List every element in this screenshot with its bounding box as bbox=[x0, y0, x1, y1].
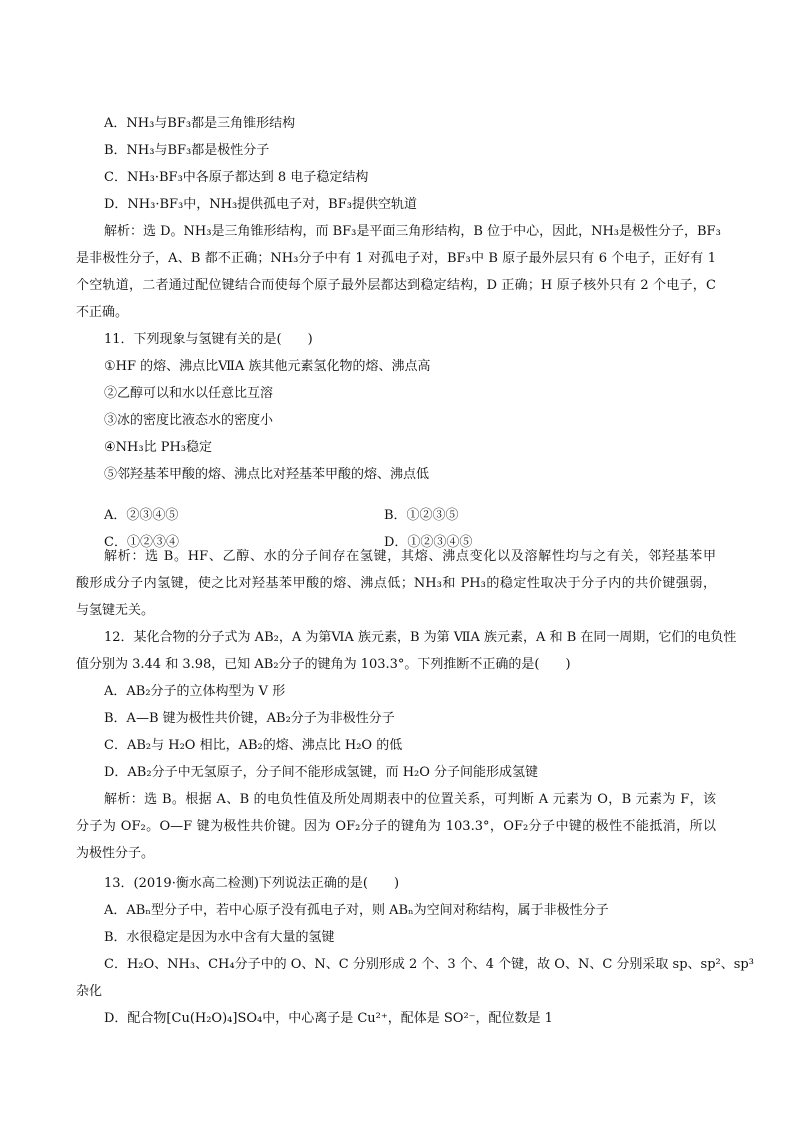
q13-stem: 13．(2019·衡水高二检测)下列说法正确的是( ) bbox=[104, 876, 400, 891]
q12-analysis-line: 解析：选 B。根据 A、B 的电负性值及所处周期表中的位置关系，可判断 A 元素为 O，B 元素为 F，该 bbox=[104, 792, 716, 807]
q13-option-c[interactable]: C．H₂O、NH₃、CH₄分子中的 O、N、C 分别形成 2 个、3 个、4 个键，故 O、N、C 分别采取 sp、sp²、sp³ bbox=[104, 957, 754, 972]
q10-analysis-line: 解析：选 D。NH₃是三角锥形结构，而 BF₃是平面三角形结构，B 位于中心，因此，NH₃是极性分子，BF₃ bbox=[104, 224, 721, 239]
q12-option-d[interactable]: D．AB₂分子中无氢原子，分子间不能形成氢键，而 H₂O 分子间能形成氢键 bbox=[104, 765, 539, 780]
q11-analysis-line: 与氢键无关。 bbox=[76, 603, 155, 618]
q13-option-c-continued[interactable]: 杂化 bbox=[76, 984, 103, 999]
q10-analysis-line: 个空轨道，二者通过配位键结合而使每个原子最外层都达到稳定结构，D 正确；H 原子核外只有 2 个电子，C bbox=[76, 278, 716, 293]
q10-analysis-line: 是非极性分子，A、B 都不正确；NH₃分子中有 1 对孤电子对，BF₃中 B 原子最外层只有 6 个电子，正好有 1 bbox=[76, 251, 716, 266]
q11-analysis-line: 酸形成分子内氢键，使之比对羟基苯甲酸的熔、沸点低；NH₃和 PH₃的稳定性取决于分子内的共价键强弱， bbox=[76, 576, 716, 591]
q12-option-a[interactable]: A．AB₂分子的立体构型为 V 形 bbox=[104, 684, 286, 699]
q11-option-a[interactable]: A．②③④⑤ bbox=[104, 508, 179, 523]
q12-option-c[interactable]: C．AB₂与 H₂O 相比，AB₂的熔、沸点比 H₂O 的低 bbox=[104, 738, 403, 753]
q11-option-c[interactable]: C．①②③④ bbox=[104, 535, 179, 550]
q10-option-c[interactable]: C．NH₃·BF₃中各原子都达到 8 电子稳定结构 bbox=[104, 170, 369, 185]
q11-item: ②乙醇可以和水以任意比互溶 bbox=[104, 386, 274, 401]
q11-item: ①HF 的熔、沸点比ⅦA 族其他元素氢化物的熔、沸点高 bbox=[104, 359, 431, 374]
q12-analysis-line: 分子为 OF₂。O—F 键为极性共价键。因为 OF₂分子的键角为 103.3°，OF₂分子中键的极性不能抵消，所以 bbox=[76, 819, 716, 834]
q12-analysis-line: 为极性分子。 bbox=[76, 846, 155, 861]
q13-option-d[interactable]: D．配合物[Cu(H₂O)₄]SO₄中，中心离子是 Cu²⁺，配体是 SO²⁻，配位数是 1 bbox=[104, 1011, 553, 1026]
q12-stem-line: 值分别为 3.44 和 3.98，已知 AB₂分子的键角为 103.3°。下列推断不正确的是( ) bbox=[76, 657, 571, 672]
q11-item: ③冰的密度比液态水的密度小 bbox=[104, 413, 274, 428]
q11-analysis-line: 解析：选 B。HF、乙醇、水的分子间存在氢键，其熔、沸点变化以及溶解性均与之有关，邻羟基苯甲 bbox=[104, 549, 716, 564]
q11-item: ⑤邻羟基苯甲酸的熔、沸点比对羟基苯甲酸的熔、沸点低 bbox=[104, 467, 430, 482]
q11-item: ④NH₃比 PH₃稳定 bbox=[104, 440, 213, 455]
q10-option-b[interactable]: B．NH₃与BF₃都是极性分子 bbox=[104, 143, 270, 158]
q10-option-d[interactable]: D．NH₃·BF₃中，NH₃提供孤电子对，BF₃提供空轨道 bbox=[104, 197, 417, 212]
q11-option-d[interactable]: D．①②③④⑤ bbox=[384, 535, 473, 550]
q13-option-b[interactable]: B．水很稳定是因为水中含有大量的氢键 bbox=[104, 930, 335, 945]
q12-stem-line: 12．某化合物的分子式为 AB₂，A 为第ⅥA 族元素，B 为第 ⅦA 族元素，A 和 B 在同一周期，它们的电负性 bbox=[104, 630, 737, 645]
q10-analysis-line: 不正确。 bbox=[76, 305, 129, 320]
q10-option-a[interactable]: A．NH₃与BF₃都是三角锥形结构 bbox=[104, 116, 296, 131]
q11-stem: 11．下列现象与氢键有关的是( ) bbox=[104, 332, 313, 347]
q11-option-b[interactable]: B．①②③⑤ bbox=[384, 508, 459, 523]
q12-option-b[interactable]: B．A—B 键为极性共价键，AB₂分子为非极性分子 bbox=[104, 711, 395, 726]
q13-option-a[interactable]: A．ABₙ型分子中，若中心原子没有孤电子对，则 ABₙ为空间对称结构，属于非极性分子 bbox=[104, 903, 609, 918]
